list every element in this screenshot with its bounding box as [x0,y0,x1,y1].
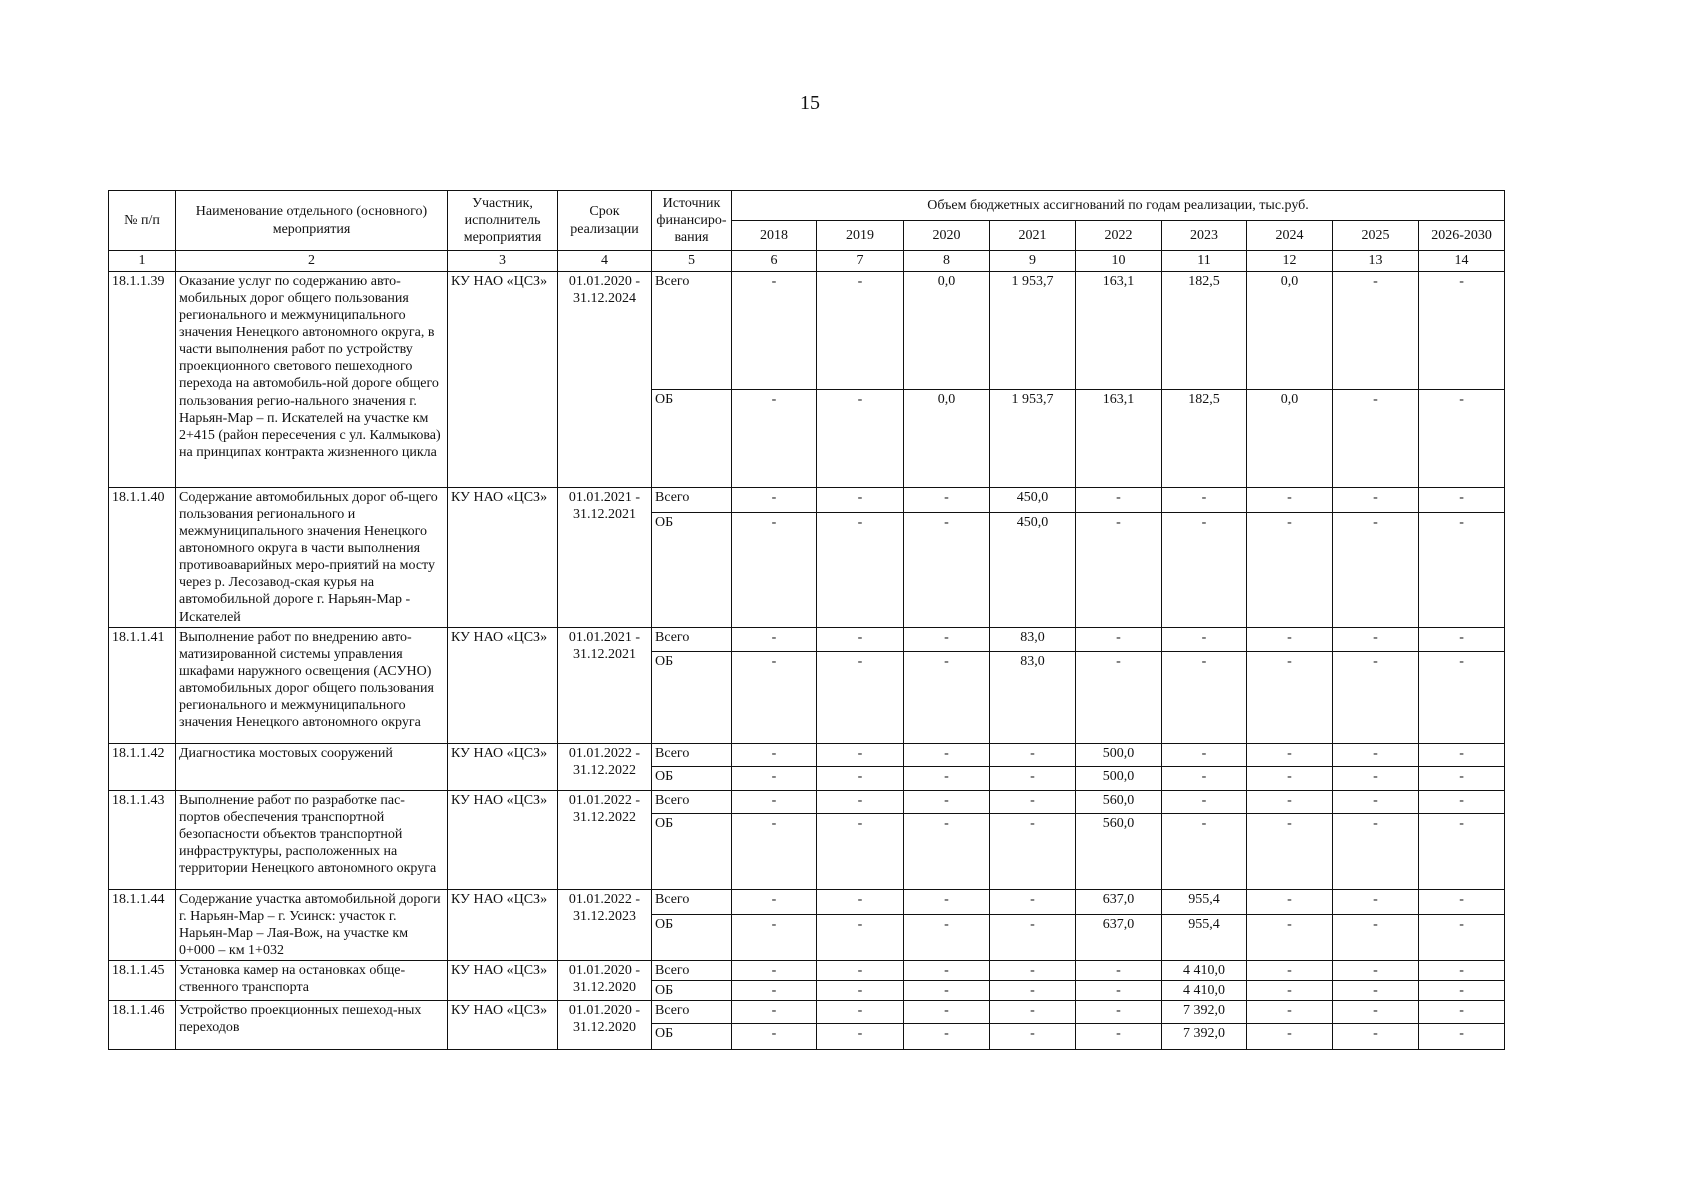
budget-value: 7 392,0 [1162,1001,1247,1024]
measure-executor: КУ НАО «ЦСЗ» [448,790,558,889]
measure-period: 01.01.2020 - 31.12.2020 [558,1001,652,1050]
budget-value: 500,0 [1076,766,1162,790]
funding-source: Всего [652,790,732,813]
budget-value: - [817,272,904,390]
funding-source: Всего [652,488,732,513]
budget-value: - [817,513,904,627]
budget-value: - [1419,272,1505,390]
budget-value: - [1419,914,1505,960]
column-number-9: 9 [990,251,1076,272]
budget-value: - [990,889,1076,914]
measure-name: Оказание услуг по содержанию авто-мобильных дорог общего пользования регионального и межмуниципального значения Ненецкого автономного округа, в части выполнения работ по устройству проекционного светового пешеходного перехода на автомобиль-ной дороге общего пользования регио-нального значения г. Нарьян-Мар – п. Искателей на участке км 2+415 (район пересечения с ул. Калмыкова) на принципах контракта жизненного цикла [176,272,448,488]
budget-value: - [1162,743,1247,766]
measure-period: 01.01.2020 - 31.12.2024 [558,272,652,488]
budget-value: - [817,813,904,889]
column-number-8: 8 [904,251,990,272]
header-num: № п/п [109,191,176,251]
funding-source: Всего [652,743,732,766]
budget-value: - [1076,651,1162,743]
budget-value: - [1419,651,1505,743]
budget-value: 83,0 [990,627,1076,651]
budget-value: - [732,488,817,513]
table-row [109,272,1505,390]
budget-value: - [1333,1001,1419,1024]
funding-source: ОБ [652,513,732,627]
budget-value: - [990,914,1076,960]
column-numbers-row [109,251,1505,272]
budget-value: 0,0 [1247,390,1333,488]
measure-period: 01.01.2022 - 31.12.2022 [558,790,652,889]
measure-number: 18.1.1.46 [109,1001,176,1050]
budget-value: - [1076,1001,1162,1024]
funding-source: ОБ [652,390,732,488]
budget-value: - [904,813,990,889]
budget-value: 0,0 [904,272,990,390]
budget-value: - [990,790,1076,813]
measure-name: Выполнение работ по внедрению авто-матизированной системы управления шкафами наружного освещения (АСУНО) автомобильных дорог общего пользования регионального и межмуниципального значения Ненецкого автономного округа [176,627,448,743]
budget-value: - [732,813,817,889]
measure-period: 01.01.2021 - 31.12.2021 [558,488,652,628]
budget-value: 955,4 [1162,914,1247,960]
measure-executor: КУ НАО «ЦСЗ» [448,1001,558,1050]
table-row [109,790,1505,813]
measure-period: 01.01.2020 - 31.12.2020 [558,960,652,1000]
budget-value: 0,0 [904,390,990,488]
measure-period: 01.01.2021 - 31.12.2021 [558,627,652,743]
funding-source: Всего [652,272,732,390]
budget-value: - [1333,390,1419,488]
budget-value: 0,0 [1247,272,1333,390]
header-year-2018: 2018 [732,221,817,251]
budget-value: - [1162,766,1247,790]
header-name: Наименование отдельного (основного) мероприятия [176,191,448,251]
measure-number: 18.1.1.45 [109,960,176,1000]
column-number-11: 11 [1162,251,1247,272]
budget-value: - [990,743,1076,766]
budget-value: - [1247,1024,1333,1050]
page-number: 15 [800,92,820,114]
budget-value: - [904,1024,990,1050]
budget-value: - [732,743,817,766]
budget-value: - [1333,488,1419,513]
header-year-2021: 2021 [990,221,1076,251]
budget-value: - [817,390,904,488]
budget-value: - [1076,488,1162,513]
measure-executor: КУ НАО «ЦСЗ» [448,960,558,1000]
budget-value: - [1419,743,1505,766]
budget-value: - [990,1024,1076,1050]
budget-value: - [817,488,904,513]
header-year-2026-2030: 2026-2030 [1419,221,1505,251]
measure-executor: КУ НАО «ЦСЗ» [448,488,558,628]
budget-value: - [1247,914,1333,960]
budget-value: - [1333,914,1419,960]
budget-value: - [1333,889,1419,914]
funding-source: Всего [652,627,732,651]
budget-value: - [732,914,817,960]
budget-value: - [904,790,990,813]
budget-value: - [990,813,1076,889]
budget-value: - [1333,272,1419,390]
budget-value: - [817,1001,904,1024]
budget-value: - [817,914,904,960]
header-year-2025: 2025 [1333,221,1419,251]
budget-value: - [1419,981,1505,1001]
budget-value: - [817,889,904,914]
budget-value: - [732,1001,817,1024]
column-number-2: 2 [176,251,448,272]
budget-value: - [990,1001,1076,1024]
budget-value: - [1419,390,1505,488]
table-row [109,889,1505,914]
budget-value: 560,0 [1076,813,1162,889]
funding-source: ОБ [652,981,732,1001]
budget-value: 163,1 [1076,390,1162,488]
budget-value: - [732,390,817,488]
budget-value: - [904,488,990,513]
measure-executor: КУ НАО «ЦСЗ» [448,627,558,743]
budget-value: - [1333,743,1419,766]
measure-number: 18.1.1.44 [109,889,176,960]
budget-value: 560,0 [1076,790,1162,813]
budget-value: - [732,981,817,1001]
column-number-7: 7 [817,251,904,272]
budget-value: - [904,627,990,651]
budget-value: - [732,651,817,743]
header-period: Срок реализации [558,191,652,251]
budget-value: - [1162,813,1247,889]
budget-value: - [732,627,817,651]
budget-value: - [817,766,904,790]
funding-source: ОБ [652,1024,732,1050]
budget-value: - [1333,627,1419,651]
column-number-6: 6 [732,251,817,272]
budget-value: - [904,766,990,790]
budget-value: 1 953,7 [990,390,1076,488]
budget-table [108,190,1505,1050]
column-number-5: 5 [652,251,732,272]
budget-value: - [1333,981,1419,1001]
budget-value: - [904,960,990,980]
funding-source: ОБ [652,651,732,743]
budget-value: - [1076,960,1162,980]
measure-number: 18.1.1.43 [109,790,176,889]
measure-name: Диагностика мостовых сооружений [176,743,448,790]
budget-value: - [1419,1024,1505,1050]
budget-value: 163,1 [1076,272,1162,390]
budget-value: - [1333,513,1419,627]
budget-value: - [817,627,904,651]
budget-value: - [817,960,904,980]
funding-source: ОБ [652,914,732,960]
budget-value: - [904,743,990,766]
budget-value: 500,0 [1076,743,1162,766]
budget-value: - [1247,813,1333,889]
budget-value: 4 410,0 [1162,960,1247,980]
budget-value: - [1419,627,1505,651]
budget-value: 4 410,0 [1162,981,1247,1001]
budget-value: - [1162,651,1247,743]
budget-value: - [1247,488,1333,513]
budget-value: - [1162,488,1247,513]
budget-value: 450,0 [990,488,1076,513]
budget-value: - [990,766,1076,790]
budget-value: - [1247,743,1333,766]
budget-value: - [904,914,990,960]
measure-executor: КУ НАО «ЦСЗ» [448,272,558,488]
column-number-14: 14 [1419,251,1505,272]
measure-name: Содержание автомобильных дорог об-щего пользования регионального и межмуниципального значения Ненецкого автономного округа в части выполнения противоаварийных меро-приятий на мосту через р. Лесозавод-ская курья на автомобильной дороге г. Нарьян-Мар - Искателей [176,488,448,628]
budget-value: 637,0 [1076,889,1162,914]
budget-value: - [1247,960,1333,980]
budget-value: - [904,651,990,743]
budget-value: - [1247,1001,1333,1024]
budget-value: - [904,889,990,914]
budget-value: 1 953,7 [990,272,1076,390]
budget-value: - [1247,889,1333,914]
budget-value: - [1247,981,1333,1001]
budget-value: - [732,790,817,813]
budget-value: - [1419,766,1505,790]
header-budget: Объем бюджетных ассигнований по годам реализации, тыс.руб. [732,191,1505,221]
table-row [109,960,1505,980]
budget-value: - [1076,1024,1162,1050]
budget-value: - [1333,651,1419,743]
column-number-3: 3 [448,251,558,272]
budget-value: 182,5 [1162,272,1247,390]
budget-value: - [1419,813,1505,889]
budget-value: - [1419,960,1505,980]
measure-executor: КУ НАО «ЦСЗ» [448,743,558,790]
budget-value: - [1333,766,1419,790]
budget-value: - [1247,651,1333,743]
budget-value: - [990,960,1076,980]
measure-number: 18.1.1.40 [109,488,176,628]
budget-value: - [1419,1001,1505,1024]
budget-value: - [817,1024,904,1050]
budget-value: - [1162,627,1247,651]
budget-value: 637,0 [1076,914,1162,960]
budget-value: 83,0 [990,651,1076,743]
table-row [109,488,1505,513]
budget-value: - [1247,790,1333,813]
header-year-2019: 2019 [817,221,904,251]
column-number-12: 12 [1247,251,1333,272]
column-number-4: 4 [558,251,652,272]
column-number-1: 1 [109,251,176,272]
budget-value: - [1419,889,1505,914]
measure-executor: КУ НАО «ЦСЗ» [448,889,558,960]
budget-value: 450,0 [990,513,1076,627]
funding-source: Всего [652,1001,732,1024]
table-row [109,1001,1505,1024]
budget-value: - [732,513,817,627]
budget-value: - [904,1001,990,1024]
budget-value: - [1076,513,1162,627]
measure-period: 01.01.2022 - 31.12.2023 [558,889,652,960]
budget-value: - [732,960,817,980]
budget-value: - [990,981,1076,1001]
budget-value: - [904,981,990,1001]
budget-value: - [1333,790,1419,813]
budget-value: - [1247,627,1333,651]
table-row [109,627,1505,651]
column-number-13: 13 [1333,251,1419,272]
table-header-row [109,191,1505,221]
budget-value: - [1247,513,1333,627]
budget-value: - [817,981,904,1001]
budget-value: - [732,889,817,914]
funding-source: ОБ [652,813,732,889]
table-row [109,743,1505,766]
budget-value: - [1419,790,1505,813]
budget-value: 182,5 [1162,390,1247,488]
measure-name: Выполнение работ по разработке пас-портов обеспечения транспортной безопасности объектов транспортной инфраструктуры, расположенных на территории Ненецкого автономного округа [176,790,448,889]
budget-value: 955,4 [1162,889,1247,914]
header-year-2024: 2024 [1247,221,1333,251]
budget-value: - [817,743,904,766]
budget-value: - [1333,1024,1419,1050]
measure-period: 01.01.2022 - 31.12.2022 [558,743,652,790]
budget-value: - [1162,513,1247,627]
column-number-10: 10 [1076,251,1162,272]
budget-value: - [1076,981,1162,1001]
measure-number: 18.1.1.42 [109,743,176,790]
measure-name: Содержание участка автомобильной дороги г. Нарьян-Мар – г. Усинск: участок г. Нарьян-Мар – Лая-Вож, на участке км 0+000 – км 1+032 [176,889,448,960]
budget-value: - [732,766,817,790]
header-source: Источник финансиро-вания [652,191,732,251]
budget-value: - [1247,766,1333,790]
header-year-2020: 2020 [904,221,990,251]
budget-value: - [1419,513,1505,627]
budget-value: - [1076,627,1162,651]
measure-number: 18.1.1.39 [109,272,176,488]
measure-name: Устройство проекционных пешеход-ных переходов [176,1001,448,1050]
budget-value: - [732,272,817,390]
budget-value: - [904,513,990,627]
budget-value: - [1333,813,1419,889]
budget-value: - [817,790,904,813]
budget-value: - [1333,960,1419,980]
header-executor: Участник, исполнитель мероприятия [448,191,558,251]
header-year-2022: 2022 [1076,221,1162,251]
budget-value: - [1419,488,1505,513]
measure-name: Установка камер на остановках обще-ственного транспорта [176,960,448,1000]
budget-value: - [817,651,904,743]
header-year-2023: 2023 [1162,221,1247,251]
budget-value: - [732,1024,817,1050]
budget-value: - [1162,790,1247,813]
funding-source: Всего [652,960,732,980]
funding-source: ОБ [652,766,732,790]
funding-source: Всего [652,889,732,914]
budget-value: 7 392,0 [1162,1024,1247,1050]
measure-number: 18.1.1.41 [109,627,176,743]
